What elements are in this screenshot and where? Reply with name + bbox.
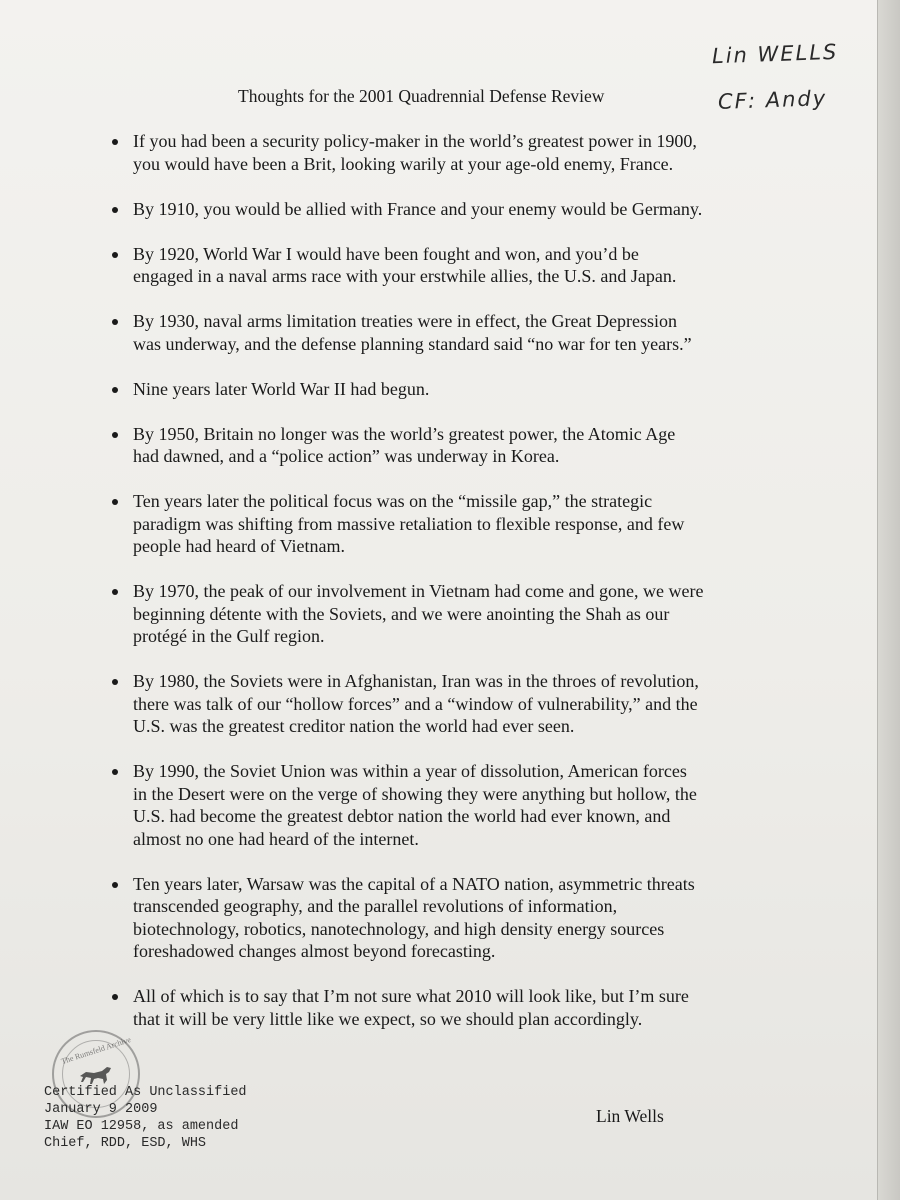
bullet-dot-icon xyxy=(112,252,118,258)
bullet-dot-icon xyxy=(112,387,118,393)
bullet-line: U.S. had become the greatest debtor nation the world had ever known, and xyxy=(133,806,671,826)
bullet-item xyxy=(104,985,764,1030)
bullet-dot-icon xyxy=(112,139,118,145)
bullet-line: By 1920, World War I would have been fought and won, and you’d be xyxy=(133,243,639,264)
certification-authority: IAW EO 12958, as amended xyxy=(44,1119,239,1134)
bullet-line: engaged in a naval arms race with your erstwhile allies, the U.S. and Japan. xyxy=(133,266,677,286)
bullet-line: If you had been a security policy-maker in the world’s greatest power in 1900, xyxy=(133,131,697,151)
bullet-line: All of which is to say that I’m not sure what 2010 will look like, but I’m sure xyxy=(133,986,689,1006)
bullet-line: foreshadowed changes almost beyond forecasting. xyxy=(133,941,496,961)
bullet-item xyxy=(104,490,764,558)
bullet-line: Ten years later the political focus was on the “missile gap,” the strategic xyxy=(133,491,653,511)
bullet-line: U.S. was the greatest creditor nation the world had ever seen. xyxy=(133,716,575,736)
bullet-line: protégé in the Gulf region. xyxy=(133,626,325,646)
bullet-line: was underway, and the defense planning standard said “no war for ten years.” xyxy=(133,333,692,354)
horse-icon xyxy=(76,1062,116,1086)
bullet-item xyxy=(104,670,764,738)
stamp-text: The Rumsfeld Archive xyxy=(59,1034,133,1067)
page-edge xyxy=(877,0,900,1200)
bullet-line: beginning détente with the Soviets, and we were anointing the Shah as our xyxy=(133,603,670,624)
bullet-dot-icon xyxy=(112,589,118,595)
bullet-line: biotechnology, robotics, nanotechnology, and high density energy sources xyxy=(133,918,665,939)
bullet-item xyxy=(104,198,764,221)
bullet-item xyxy=(104,310,764,355)
bullet-line: By 1930, naval arms limitation treaties were in effect, the Great Depression xyxy=(133,311,677,331)
bullet-dot-icon xyxy=(112,432,118,438)
bullet-dot-icon xyxy=(112,994,118,1000)
bullet-line: By 1990, the Soviet Union was within a year of dissolution, American forces xyxy=(133,761,687,781)
bullet-line: people had heard of Vietnam. xyxy=(133,536,346,556)
certification-line: Certified As Unclassified xyxy=(44,1085,247,1100)
certification-date: January 9 2009 xyxy=(44,1102,158,1117)
handwritten-note-cc: CF: Andy xyxy=(717,86,828,114)
bullet-item xyxy=(104,243,764,288)
bullet-line: By 1970, the peak of our involvement in Vietnam had come and gone, we were xyxy=(133,581,704,601)
bullet-line: in the Desert were on the verge of showing they were anything but hollow, the xyxy=(133,783,697,804)
bullet-item xyxy=(104,873,764,963)
bullet-line: there was talk of our “hollow forces” and a “window of vulnerability,” and the xyxy=(133,693,698,714)
bullet-line: Ten years later, Warsaw was the capital of a NATO nation, asymmetric threats xyxy=(133,873,695,894)
bullet-dot-icon xyxy=(112,882,118,888)
bullet-line: By 1980, the Soviets were in Afghanistan, Iran was in the throes of revolution, xyxy=(133,671,699,691)
bullet-line: By 1950, Britain no longer was the world’s greatest power, the Atomic Age xyxy=(133,423,676,444)
bullet-dot-icon xyxy=(112,499,118,505)
bullet-list xyxy=(104,130,764,1053)
bullet-dot-icon xyxy=(112,679,118,685)
bullet-dot-icon xyxy=(112,319,118,325)
certification-office: Chief, RDD, ESD, WHS xyxy=(44,1136,207,1151)
bullet-item xyxy=(104,130,764,175)
bullet-line: almost no one had heard of the internet. xyxy=(133,828,419,849)
bullet-item xyxy=(104,378,764,401)
certification-block xyxy=(44,1084,247,1152)
bullet-line: that it will be very little like we expect, so we should plan accordingly. xyxy=(133,1008,643,1029)
bullet-line: transcended geography, and the parallel revolutions of information, xyxy=(133,896,618,916)
bullet-line: Nine years later World War II had begun. xyxy=(133,378,430,399)
bullet-dot-icon xyxy=(112,207,118,213)
bullet-dot-icon xyxy=(112,769,118,775)
bullet-item xyxy=(104,423,764,468)
bullet-item xyxy=(104,580,764,648)
bullet-line: you would have been a Brit, looking warily at your age-old enemy, France. xyxy=(133,153,674,174)
signature: Lin Wells xyxy=(596,1106,664,1126)
bullet-item xyxy=(104,760,764,850)
document-title: Thoughts for the 2001 Quadrennial Defense Review xyxy=(238,86,605,106)
bullet-line: paradigm was shifting from massive retaliation to flexible response, and few xyxy=(133,513,685,534)
bullet-line: had dawned, and a “police action” was underway in Korea. xyxy=(133,446,560,466)
bullet-line: By 1910, you would be allied with France and your enemy would be Germany. xyxy=(133,198,703,219)
handwritten-note-name: Lin WELLS xyxy=(711,39,839,69)
